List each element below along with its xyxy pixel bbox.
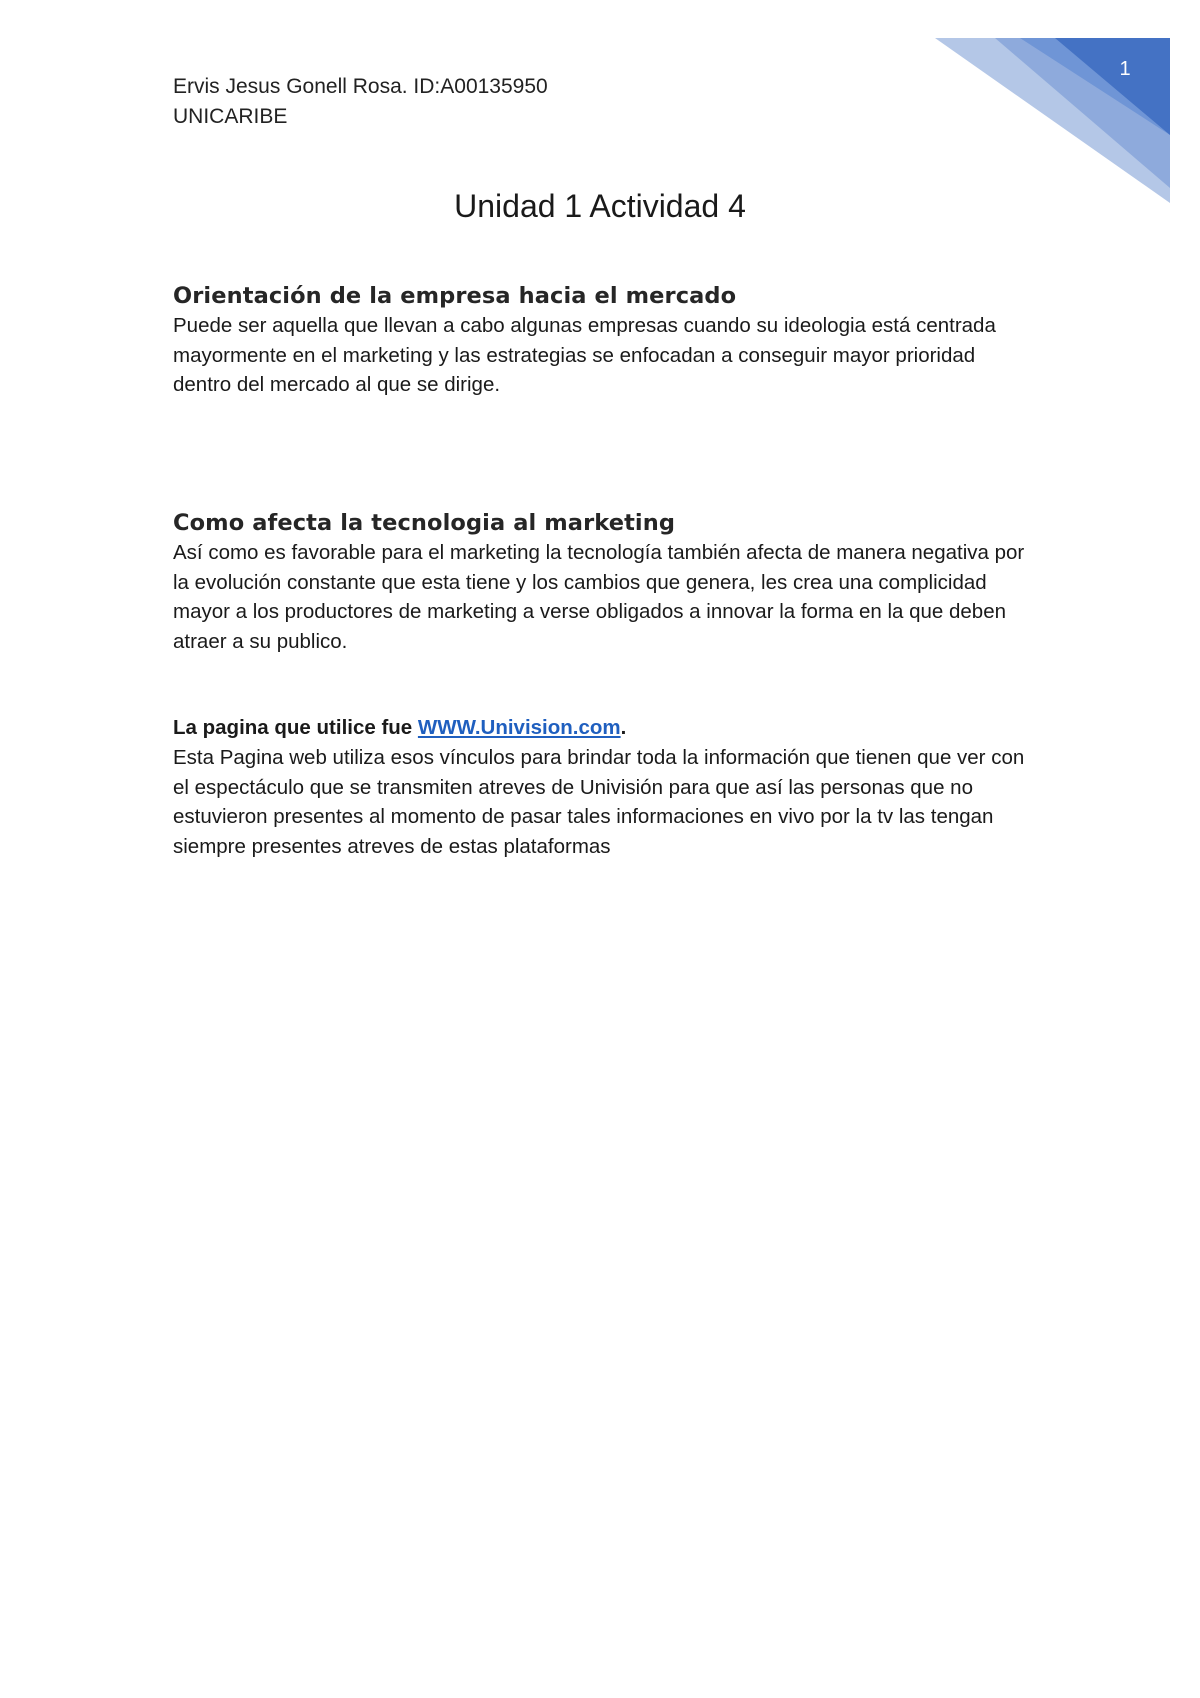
website-lead-period: .	[620, 716, 627, 739]
institution-name: UNICARIBE	[173, 105, 288, 128]
section-technology-marketing	[173, 508, 1033, 656]
section-body: Puede ser aquella que llevan a cabo algunas empresas cuando su ideologia está centrada mayormente en el marketing y las estrategias se enfocadan a conseguir mayor prioridad dentro del mercado al que se dirige.	[173, 314, 996, 396]
document-header	[173, 72, 548, 132]
author-line: Ervis Jesus Gonell Rosa. ID:A00135950	[173, 75, 548, 98]
document-title: Unidad 1 Actividad 4	[454, 188, 746, 224]
website-lead-text: La pagina que utilice fue	[173, 716, 418, 739]
website-body: Esta Pagina web utiliza esos vínculos para brindar toda la información que tienen que ver con el espectáculo que se transmiten atreves de Univisión para que así las personas que no estuvieron presentes al momento de pasar tales informaciones en vivo por la tv las tengan siempre presentes atreves de estas plataformas	[173, 746, 1025, 858]
website-lead	[173, 713, 1033, 743]
section-heading: Como afecta la tecnologia al marketing	[173, 510, 676, 536]
section-heading: Orientación de la empresa hacia el mercado	[173, 283, 737, 309]
section-market-orientation	[173, 281, 1033, 400]
univision-link[interactable]: WWW.Univision.com	[417, 716, 621, 739]
section-body: Así como es favorable para el marketing la tecnología también afecta de manera negativa por la evolución constante que esta tiene y los cambios que genera, les crea una complicidad mayor a los productores de marketing a verse obligados a innovar la forma en la que deben atraer a su publico.	[173, 541, 1025, 653]
section-website	[173, 713, 1033, 861]
page-number: 1	[1119, 58, 1131, 80]
